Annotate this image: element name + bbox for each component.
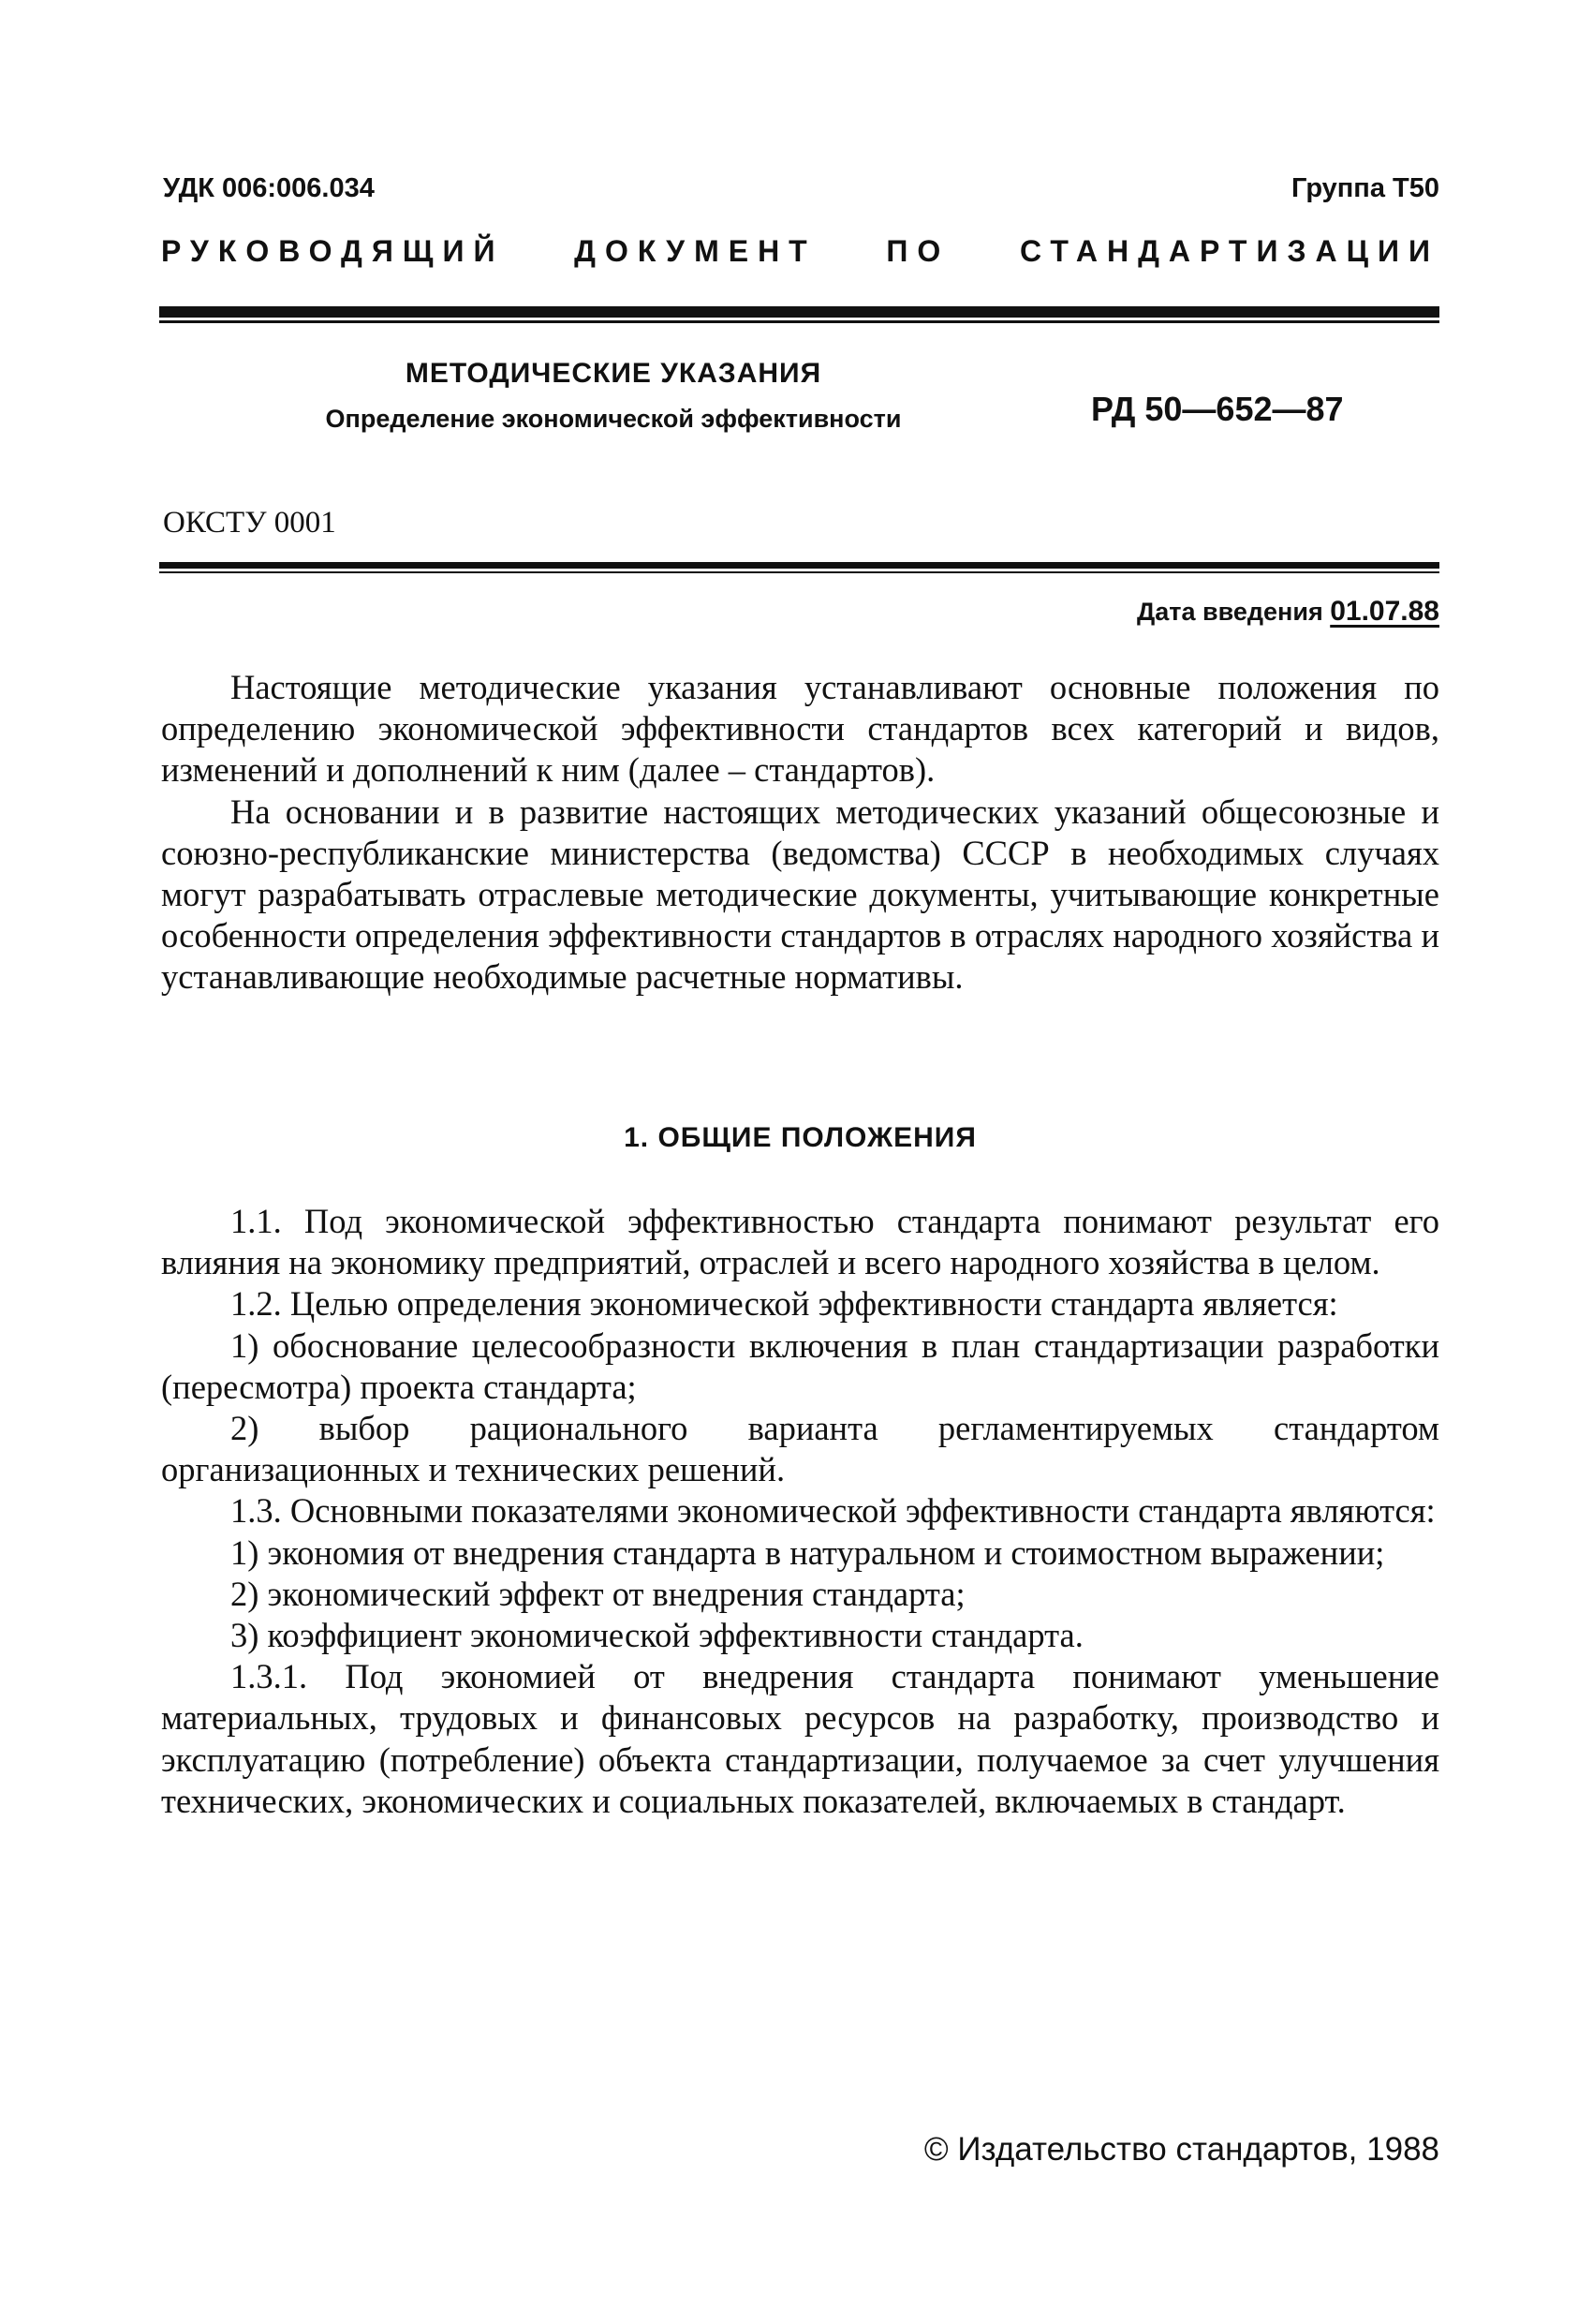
series-word-3: ПО: [886, 234, 951, 268]
clause-paragraph: 3) коэффициент экономической эффективности стандарта.: [230, 1616, 1084, 1655]
effective-date: [1137, 596, 1439, 628]
top-thick-rule: [159, 306, 1439, 318]
series-word-1: РУКОВОДЯЩИЙ: [161, 234, 505, 268]
copyright-notice: © Издательство стандартов, 1988: [923, 2131, 1439, 2168]
intro-text: [161, 667, 1439, 999]
intro-paragraph: Настоящие методические указания устанавливают основные положения по определению экономической эффективности стандартов всех категорий и видов, изменений и дополнений к ним (далее – стандартов).: [161, 668, 1439, 790]
document-subtitle: Определение экономической эффективности: [325, 405, 902, 433]
clause-paragraph: 1.3.1. Под экономией от внедрения стандарта понимают уменьшение материальных, трудовых и финансовых ресурсов на разработку, производство и эксплуатацию (потребление) объекта стандартизации, получаемое за счет улучшения технических, экономических и социальных показателей, включаемых в стандарт.: [161, 1657, 1439, 1820]
udk-code: УДК 006:006.034: [163, 173, 375, 203]
clause-paragraph: 1) обоснование целесообразности включения в план стандартизации разработки (пересмотра) проекта стандарта;: [161, 1325, 1439, 1406]
section-heading: 1. ОБЩИЕ ПОЛОЖЕНИЯ: [624, 1122, 977, 1153]
effective-date-label: Дата введения: [1137, 598, 1323, 626]
clause-paragraph: 1) экономия от внедрения стандарта в натуральном и стоимостном выражении;: [230, 1532, 1385, 1572]
top-thin-rule: [159, 320, 1439, 323]
clause-paragraph: 1.2. Целью определения экономической эффективности стандарта является:: [230, 1284, 1338, 1324]
middle-thick-rule: [159, 562, 1439, 569]
middle-thin-rule: [159, 571, 1439, 573]
clause-paragraph: 1.3. Основными показателями экономической эффективности стандарта являются:: [230, 1491, 1436, 1531]
effective-date-value: 01.07.88: [1330, 596, 1439, 627]
section-text: [161, 1201, 1439, 1822]
clause-paragraph: 2) экономический эффект от внедрения стандарта;: [230, 1574, 966, 1613]
group-code: Группа Т50: [1291, 173, 1439, 203]
document-series: [161, 234, 1439, 269]
document-title: МЕТОДИЧЕСКИЕ УКАЗАНИЯ: [405, 358, 822, 389]
series-word-2: ДОКУМЕНТ: [574, 234, 817, 268]
intro-paragraph: На основании и в развитие настоящих методических указаний общесоюзные и союзно-республиканские министерства (ведомства) СССР в необходимых случаях могут разрабатывать отраслевые методические документы, учитывающие конкретные особенности определения эффективности стандартов в отраслях народного хозяйства и устанавливающие необходимые расчетные нормативы.: [161, 792, 1439, 997]
oksty-code: ОКСТУ 0001: [163, 506, 336, 540]
series-word-4: СТАНДАРТИЗАЦИИ: [1020, 234, 1439, 268]
document-code: РД 50—652—87: [1091, 390, 1344, 428]
clause-paragraph: 2) выбор рационального варианта регламентируемых стандартом организационных и технических решений.: [161, 1409, 1439, 1489]
clause-paragraph: 1.1. Под экономической эффективностью стандарта понимают результат его влияния на экономику предприятий, отраслей и всего народного хозяйства в целом.: [161, 1202, 1439, 1282]
